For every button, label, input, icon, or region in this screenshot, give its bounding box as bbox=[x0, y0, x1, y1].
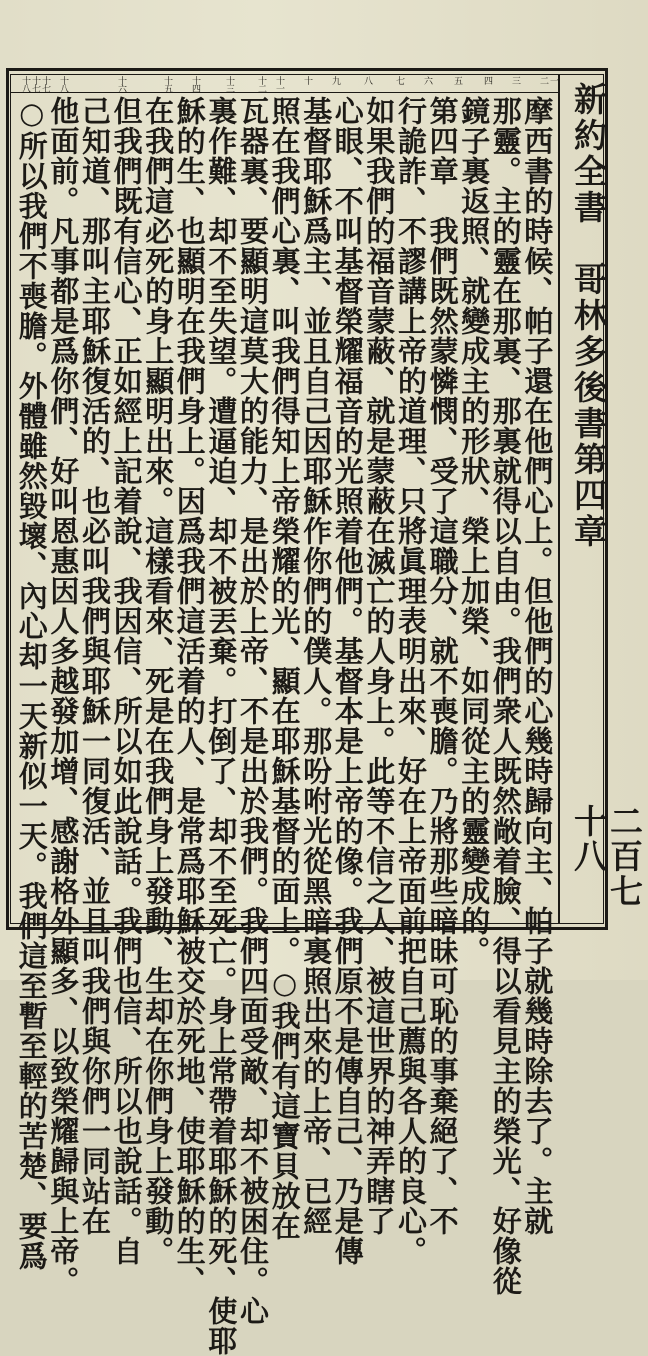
verse-number: 六 bbox=[422, 76, 432, 84]
verse-number-strip bbox=[12, 76, 556, 92]
text-column: 瓦器裏、要顯明這莫大的能力、是出於上帝、不是出於我們。我們四面受敵、却不被困住。心 bbox=[236, 96, 270, 1326]
verse-number: 十五 bbox=[162, 76, 172, 92]
text-column: 在我們這必死的身上顯明出來。這樣看來、死是在我們身上發動、生却在你們身上發動。 bbox=[141, 96, 176, 1266]
right-margin bbox=[568, 82, 644, 922]
verse-number: 十八 bbox=[20, 76, 30, 92]
verse-number: 三 bbox=[510, 76, 520, 84]
book-chapter-title: 新約全書 哥林多後書第四章 bbox=[569, 82, 608, 550]
text-column: 那靈。主的靈在那裏、那裏就得以自由。我們衆人既然敞着臉、得以看見主的榮光、好像從 bbox=[488, 96, 523, 1296]
text-column: 如果我們的福音蒙蔽、就是蒙蔽在滅亡的人身上。此等不信之人、被這世界的神弄瞎了 bbox=[362, 96, 397, 1236]
verse-number: 四 bbox=[482, 76, 492, 84]
verse-number: 十八 bbox=[58, 76, 68, 92]
text-column: 但我們既有信心、正如經上記着說、我因信、所以如此說話。我們也信、所以也說話。自 bbox=[109, 96, 144, 1266]
text-column: 己知道、那叫主耶穌復活的、也必叫我們與耶穌一同復活、並且叫我們與你們一同站在 bbox=[78, 96, 112, 1236]
verse-number: 十一 bbox=[274, 76, 284, 92]
verse-number: 十六 bbox=[116, 76, 126, 92]
verse-number: 九 bbox=[330, 76, 340, 84]
verse-number: 十三 bbox=[224, 76, 234, 92]
text-column: 他面前。凡事都是爲你們、好叫恩惠因人多越發加增、感謝格外顯多、以致榮耀歸與上帝。 bbox=[46, 96, 81, 1296]
verse-number: 十七 bbox=[30, 76, 40, 92]
text-column: 裏作難、却不至失望。遭逼迫、却不被丟棄。打倒了、却不至死亡。身上常帶着耶穌的死、使耶 bbox=[204, 96, 239, 1356]
text-column: 照在我們心裏、叫我們得知上帝榮耀的光、顯在耶穌基督的面上。○我們有這寶貝放在 bbox=[267, 96, 302, 1241]
verse-number: 五 bbox=[452, 76, 462, 84]
text-column: 摩西書的時候、帕子還在他們心上。但他們的心幾時歸向主、帕子就幾時除去了。主就 bbox=[520, 96, 555, 1236]
text-column: 行詭詐、不謬講上帝的道理、只將眞理表明出來、好在上帝面前把自己薦與各人的良心。 bbox=[394, 96, 428, 1266]
verse-number-rule bbox=[10, 92, 558, 93]
text-column: 基督耶穌爲主、並且自己因耶穌作你們的僕人。那吩咐光從黑暗裏照出來的上帝、已經 bbox=[299, 96, 334, 1236]
verse-number: 七 bbox=[394, 76, 404, 84]
verse-number: 十七 bbox=[40, 76, 50, 92]
text-column: 第四章 我們既然蒙憐憫、受了這職分、就不喪膽。乃將那些暗昧可恥的事棄絕了、不 bbox=[425, 96, 460, 1236]
verse-number: 一 bbox=[548, 76, 558, 84]
text-column: 鏡子裏返照、就變成主的形狀、榮上加榮、如同從主的靈變成的。 bbox=[457, 96, 492, 966]
text-column: ○所以我們不喪膽。外體雖然毀壞、內心却一天新似一天。我們這至暫至輕的苦楚、要爲 bbox=[14, 96, 49, 1271]
margin-rule bbox=[558, 74, 560, 924]
text-column: 心眼、不叫基督榮耀福音的光照着他們。基督本是上帝的像。我們原不是傳自己、乃是傳 bbox=[330, 96, 365, 1266]
verse-number: 十四 bbox=[190, 76, 200, 92]
page-number: 二百七十八 bbox=[569, 804, 644, 909]
text-column: 穌的生、也顯明在我們身上。因爲我們這活着的人、是常爲耶穌被交於死地、使耶穌的生、 bbox=[172, 96, 207, 1296]
scripture-text bbox=[14, 96, 555, 1356]
verse-number: 二 bbox=[538, 76, 548, 84]
verse-number: 十 bbox=[302, 76, 312, 84]
verse-number: 十二 bbox=[256, 76, 266, 92]
verse-number: 八 bbox=[362, 76, 372, 84]
